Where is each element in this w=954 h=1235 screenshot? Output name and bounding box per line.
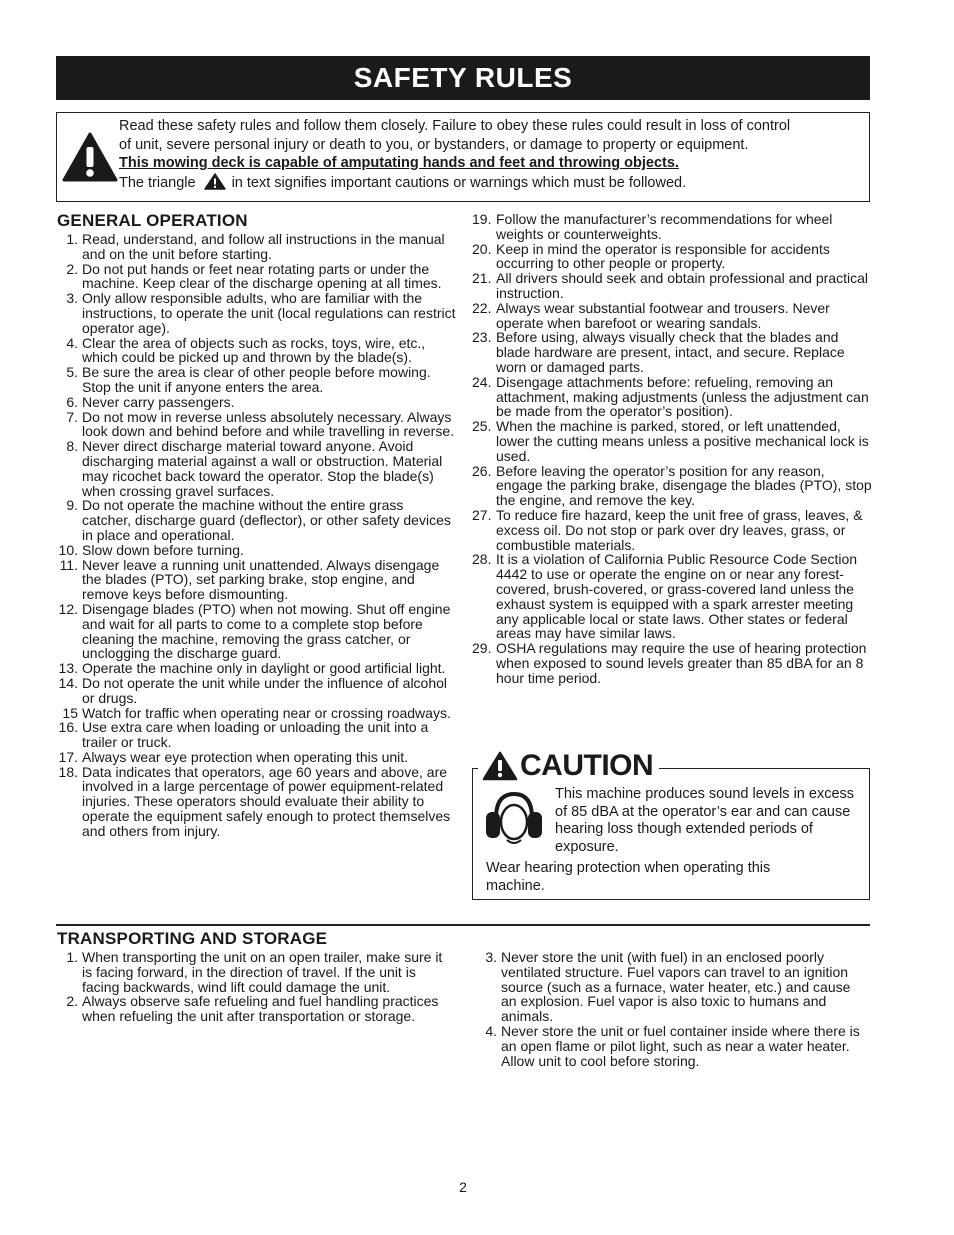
general-operation-heading: GENERAL OPERATION — [57, 211, 248, 230]
rule-text: Do not mow in reverse unless absolutely necessary. Always look down and behind before and while travelling in reverse. — [82, 408, 455, 440]
rule-item — [56, 336, 456, 366]
transporting-heading: TRANSPORTING AND STORAGE — [57, 929, 328, 948]
rule-number: 29. — [472, 640, 492, 657]
amputation-warning: This mowing deck is capable of amputating hands and feet and throwing objects. — [119, 155, 679, 171]
rule-text: Do not operate the machine without the entire grass catcher, discharge guard (deflector), or other safety devices in place and operational. — [82, 497, 451, 543]
triangle-note — [119, 173, 859, 193]
rule-item — [56, 706, 456, 721]
rule-text: Use extra care when loading or unloading the unit into a trailer or truck. — [82, 719, 429, 751]
rule-text: Disengage blades (PTO) when not mowing. Shut off engine and wait for all parts to come to a complete stop before cleaning the machine, removing the grass catcher, or unclogging the discharge guard. — [82, 600, 451, 662]
general-operation-list-left — [56, 232, 456, 839]
section-divider — [56, 924, 870, 926]
rule-text: Operate the machine only in daylight or good artificial light. — [82, 660, 446, 677]
rule-number: 7. — [66, 408, 78, 425]
rule-item — [472, 301, 872, 331]
rule-number: 24. — [472, 373, 492, 390]
rule-text: To reduce fire hazard, keep the unit free of grass, leaves, & excess oil. Do not stop or park over dry leaves, grass, or combustible materials. — [496, 506, 863, 553]
rule-text: Clear the area of objects such as rocks, toys, wire, etc., which could be picked up and thrown by the blade(s). — [82, 334, 426, 366]
rule-item — [472, 242, 872, 272]
caution-footer: Wear hearing protection when operating this machine. — [486, 860, 771, 894]
rule-text: Disengage attachments before: refueling, removing an attachment, making adjustments (unless the adjustment can be made from the operator’s position). — [496, 373, 869, 420]
rule-text: Never store the unit or fuel container inside where there is an open flame or pilot light, such as near a water heater. Allow unit to cool before storing. — [501, 1022, 860, 1069]
rule-text: All drivers should seek and obtain professional and practical instruction. — [496, 270, 868, 301]
rule-item — [472, 212, 872, 242]
rule-item — [56, 262, 456, 292]
rule-number: 3. — [485, 949, 497, 965]
intro-warning-box — [56, 112, 870, 202]
rule-number: 9. — [66, 497, 78, 514]
rule-item — [56, 291, 456, 335]
general-operation-list-right — [472, 212, 872, 686]
rule-item — [56, 543, 456, 558]
rule-item — [56, 676, 456, 706]
rule-item — [56, 395, 456, 410]
rule-number: 8. — [66, 438, 78, 455]
intro-text — [119, 117, 859, 192]
rule-number: 28. — [472, 551, 492, 568]
rule-text: Always observe safe refueling and fuel handling practices when refueling the unit after transportation or storage. — [82, 993, 439, 1025]
rule-item — [56, 720, 456, 750]
rule-item — [56, 365, 456, 395]
rule-text: When the machine is parked, stored, or left unattended, lower the cutting means unless a positive mechanical lock is used. — [496, 418, 869, 464]
rule-item — [56, 232, 456, 262]
rule-number: 4. — [485, 1022, 497, 1039]
rule-number: 10. — [58, 541, 78, 558]
caution-text-label: CAUTION — [520, 749, 654, 782]
rule-item — [472, 375, 872, 419]
rule-number: 13. — [58, 660, 78, 677]
rule-text: It is a violation of California Public Resource Code Section 4442 to use or operate the engine on or near any forest-covered, brush-covered, or grass-covered land unless the exhaust system is equipped with a spark arrester meeting any applicable local or state laws. Other states or federal areas may have similar laws. — [496, 551, 858, 642]
rule-item — [475, 1024, 867, 1068]
rule-number: 21. — [472, 270, 492, 287]
rule-number: 26. — [472, 462, 492, 479]
rule-text: Never direct discharge material toward anyone. Avoid discharging material against a wall or obstruction. Material may ricochet back toward the operator. Stop the blade(s) when crossing gravel surfaces. — [82, 438, 443, 499]
rule-item — [472, 419, 872, 463]
rule-text: Before using, always visually check that the blades and blade hardware are present, intact, and secure. Replace worn or damaged parts. — [496, 329, 845, 375]
rule-number: 3. — [66, 290, 78, 307]
rule-text: Do not operate the unit while under the influence of alcohol or drugs. — [82, 674, 448, 706]
rule-number: 14. — [58, 674, 78, 691]
rule-number: 4. — [66, 334, 78, 351]
rule-number: 23. — [472, 329, 492, 346]
rule-number: 27. — [472, 506, 492, 523]
rule-number: 2. — [66, 260, 78, 277]
rule-text: Before leaving the operator’s position for any reason, engage the parking brake, disengage the blades (PTO), stop the engine, and remove the key. — [496, 462, 872, 509]
rule-text: Watch for traffic when operating near or crossing roadways. — [82, 704, 451, 721]
rule-number: 15 — [62, 704, 78, 721]
rule-item — [472, 552, 872, 641]
rule-number: 1. — [66, 231, 78, 247]
rule-item — [472, 271, 872, 301]
rule-text: Read, understand, and follow all instructions in the manual and on the unit before starting. — [82, 231, 445, 262]
rule-number: 18. — [58, 763, 78, 780]
rule-text: Keep in mind the operator is responsible for accidents occurring to other people or property. — [496, 240, 830, 272]
intro-line-2: of unit, severe personal injury or death to you, or bystanders, or damage to property or equipment. — [119, 136, 749, 153]
rule-text: Data indicates that operators, age 60 years and above, are involved in a large percentage of power equipment-related injuries. These operators should evaluate their ability to operate the equipment safely enough to protect themselves and others from injury. — [82, 763, 451, 839]
warning-triangle-icon — [62, 131, 118, 183]
inline-warning-triangle-icon — [204, 173, 226, 190]
hearing-protection-icon — [483, 788, 545, 850]
rule-number: 1. — [66, 949, 78, 965]
rule-text: Never leave a running unit unattended. Always disengage the blades (PTO), set parking brake, stop engine, and remove keys before dismounting. — [82, 556, 440, 603]
rule-item — [475, 950, 867, 1024]
transporting-list-left — [56, 950, 448, 1024]
transporting-list-right — [475, 950, 867, 1068]
page-title: SAFETY RULES — [56, 56, 870, 100]
rule-text: Do not put hands or feet near rotating parts or under the machine. Keep clear of the discharge opening at all times. — [82, 260, 442, 292]
rule-text: Follow the manufacturer’s recommendations for wheel weights or counterweights. — [496, 211, 833, 242]
rule-text: When transporting the unit on an open trailer, make sure it is facing forward, in the direction of travel. If the unit is facing backwards, wind lift could damage the unit. — [82, 949, 443, 995]
rule-text: Only allow responsible adults, who are familiar with the instructions, to operate the unit (local regulations can restrict operator age). — [82, 290, 456, 336]
rule-number: 11. — [59, 556, 78, 573]
rule-number: 22. — [472, 299, 492, 316]
rule-item — [472, 464, 872, 508]
rule-number: 17. — [58, 748, 78, 765]
rule-number: 5. — [66, 364, 78, 381]
rule-text: Always wear substantial footwear and trousers. Never operate when barefoot or wearing sandals. — [496, 299, 830, 331]
rule-text: OSHA regulations may require the use of hearing protection when exposed to sound levels greater than 85 dBA for an 8 hour time period. — [496, 640, 867, 686]
rule-number: 20. — [472, 240, 492, 257]
rule-item — [56, 765, 456, 839]
rule-number: 19. — [472, 211, 492, 227]
rule-number: 6. — [66, 393, 78, 410]
rule-number: 16. — [58, 719, 78, 736]
rule-item — [56, 498, 456, 542]
rule-text: Be sure the area is clear of other people before mowing. Stop the unit if anyone enters the area. — [82, 364, 431, 395]
caution-message: This machine produces sound levels in excess of 85 dBA at the operator’s ear and can cause hearing loss though extended periods of exposure. — [555, 786, 855, 855]
rule-text: Never carry passengers. — [82, 393, 235, 410]
rule-text: Never store the unit (with fuel) in an enclosed poorly ventilated structure. Fuel vapors can travel to an ignition source (such as a furnace, water heater, etc.) and cause an explosion. Fuel vapor is also toxic to humans and animals. — [501, 949, 851, 1025]
triangle-note-before: The triangle — [119, 174, 196, 191]
rule-item — [56, 439, 456, 498]
rule-item — [472, 330, 872, 374]
rule-item — [56, 994, 448, 1024]
rule-item — [472, 508, 872, 552]
triangle-note-after: in text signifies important cautions or warnings which must be followed. — [231, 174, 687, 191]
rule-number: 25. — [472, 418, 492, 435]
rule-item — [56, 558, 456, 602]
rule-text: Slow down before turning. — [82, 541, 244, 558]
rule-text: Always wear eye protection when operating this unit. — [82, 748, 409, 765]
rule-item — [472, 641, 872, 685]
intro-line-1: Read these safety rules and follow them closely. Failure to obey these rules could result in loss of control — [119, 118, 791, 134]
rule-number: 2. — [66, 993, 78, 1010]
caution-label — [478, 748, 659, 784]
rule-item — [56, 750, 456, 765]
caution-triangle-icon — [482, 751, 518, 781]
rule-item — [56, 410, 456, 440]
rule-item — [56, 950, 448, 994]
rule-item — [56, 602, 456, 661]
rule-item — [56, 661, 456, 676]
rule-number: 12. — [58, 600, 78, 617]
page-number: 2 — [459, 1179, 467, 1195]
